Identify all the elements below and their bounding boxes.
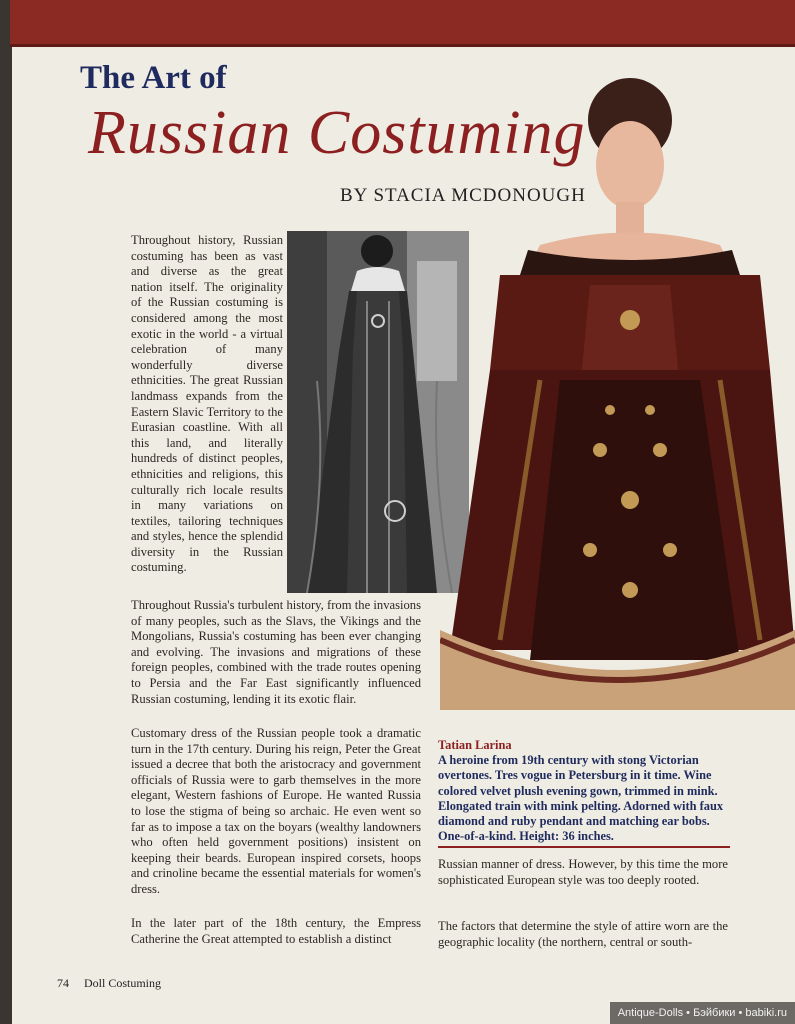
paragraph-2: Throughout Russia's turbulent history, from the invasions of many peoples, such as the Slavs, the Vikings and the Mongolians, Russia's costuming has been ever changing and evolving. The invasions and migrations of these foreign peoples, combined with the trade routes opening to Persia and the Far East significantly influenced Russian costuming, lending it its exotic flair. — [131, 598, 421, 706]
title-line-1: The Art of — [80, 60, 227, 96]
doll-photo — [440, 70, 795, 730]
paragraph-6: The factors that determine the style of attire worn are the geographic locality (the northern, central or south- — [438, 919, 728, 949]
photo-caption — [438, 738, 733, 844]
paragraph-4: In the later part of the 18th century, the Empress Catherine the Great attempted to establish a distinct — [131, 916, 421, 946]
page-footer — [57, 976, 161, 991]
paragraph-1: Throughout history, Russian costuming has been as vast and diverse as the great nation itself. The originality of the Russian costuming is considered among the most exotic in the world - a virtual celebration of many wonderfully diverse ethnicities. The great Russian landmass expands from the Eastern Slavic Territory to the Eurasian coastline. With all this land, and literally hundreds of distinct peoples, ethnicities and religions, this culturally rich locale results in many variations on textiles, tailoring techniques and styles, hence the splendid diversity in the Russian costuming. — [131, 233, 283, 575]
publication-name: Doll Costuming — [84, 976, 162, 990]
caption-title: Tatian Larina — [438, 738, 512, 752]
watermark: Antique-Dolls • Бэйбики • babiki.ru — [610, 1002, 795, 1024]
byline: BY STACIA MCDONOUGH — [340, 185, 586, 206]
page-number: 74 — [57, 976, 69, 990]
paragraph-5: Russian manner of dress. However, by this time the more sophisticated European style was too deeply rooted. — [438, 857, 728, 887]
caption-text: A heroine from 19th century with stong Victorian overtones. Tres vogue in Petersburg in it time. Wine colored velvet plush evening gown, trimmed in mink. Elongated train with mink pelting. Adorned with faux diamond and ruby pendant and matching ear bobs. One-of-a-kind. Height: 36 inches. — [438, 753, 724, 844]
paragraph-3: Customary dress of the Russian people took a dramatic turn in the 17th century. During his reign, Peter the Great issued a decree that both the aristocracy and government officials of Russia were to garb themselves in the more elegant, Western fashions of Europe. He wanted Russia to lose the stigma of being so archaic. He even went so far as to impose a tax on the boyars (wealthy landowners who often held government positions) insistent on keeping their beards. European inspired corsets, hoops and crinoline became the essential materials for women's dress. — [131, 726, 421, 896]
doll-figure-image — [440, 70, 795, 730]
caption-divider — [438, 846, 730, 848]
top-banner — [10, 0, 795, 47]
page-spine — [0, 0, 12, 1024]
title-line-2: Russian Costuming — [88, 99, 586, 167]
